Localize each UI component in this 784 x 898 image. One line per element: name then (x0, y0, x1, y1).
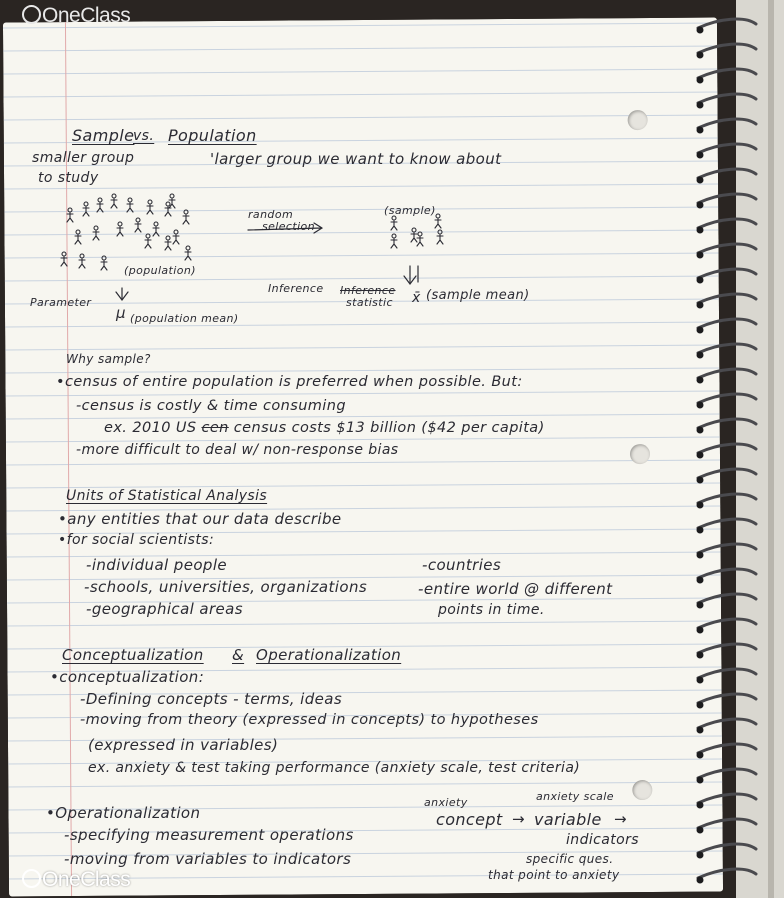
anxiety-example: ex. anxiety & test taking performance (anxiety scale, test criteria) (88, 760, 581, 776)
stick-figure (411, 228, 417, 242)
for-social-scientists: •for social scientists: (58, 532, 215, 548)
stick-figure (165, 202, 171, 216)
entire-world: -entire world @ different (418, 580, 613, 598)
conceptualization-heading: Conceptualization (62, 646, 204, 664)
random-label: random (248, 208, 294, 221)
smaller-group-line1: smaller group (32, 150, 135, 166)
random-selection-arrow (248, 223, 322, 233)
stick-figure (93, 226, 99, 240)
census-example: ex. 2010 US cen census costs $13 billion ($42 per capita) (104, 420, 545, 436)
mu-symbol: μ (116, 304, 126, 322)
points-in-time: points in time. (438, 602, 545, 618)
stick-figure (97, 198, 103, 212)
stick-figure (391, 234, 397, 248)
inference-label: Inference (268, 282, 324, 295)
population-mean-label: (population mean) (130, 312, 239, 325)
operationalization-bullet: •Operationalization (46, 804, 201, 822)
stick-figure (173, 230, 179, 244)
ampersand-heading: & (232, 646, 245, 664)
schools-organizations: -schools, universities, organizations (84, 578, 368, 596)
stick-figure (101, 256, 107, 270)
stick-figure (117, 222, 123, 236)
xbar-symbol: x̄ (412, 290, 421, 306)
arrow-concept-variable: → (512, 810, 525, 828)
anxiety-scale-label: anxiety scale (536, 790, 614, 803)
stick-figure (169, 194, 175, 208)
parameter-label: Parameter (30, 296, 92, 309)
stick-figure (417, 232, 423, 246)
stick-figure (67, 208, 73, 222)
larger-group-text: 'larger group we want to know about (210, 150, 502, 168)
concept-word: concept (436, 810, 503, 829)
stick-figure (83, 202, 89, 216)
defining-concepts: -Defining concepts - terms, ideas (80, 690, 343, 708)
title-population: Population (168, 126, 257, 145)
geographical-areas: -geographical areas (86, 600, 243, 618)
stick-figure (145, 234, 151, 248)
statistic-down-arrow (404, 266, 416, 284)
units-heading: Units of Statistical Analysis (66, 488, 268, 504)
stick-figure (153, 222, 159, 236)
parameter-down-arrow (116, 288, 128, 300)
operationalization-heading: Operationalization (256, 646, 402, 664)
stick-figure (75, 230, 81, 244)
stick-figure (435, 214, 441, 228)
sample-label: (sample) (384, 204, 436, 217)
inference-struck: Inference (340, 284, 396, 297)
stick-figure (437, 230, 443, 244)
why-sample-heading: Why sample? (66, 352, 151, 366)
countries: -countries (422, 556, 502, 574)
indicators-word: indicators (566, 832, 639, 848)
arrow-variable-indicators: → (614, 810, 627, 828)
point-to-anxiety: that point to anxiety (488, 868, 620, 882)
title-sample: Sample (72, 126, 135, 145)
census-preferred: •census of entire population is preferred when possible. But: (56, 374, 523, 390)
any-entities: •any entities that our data describe (58, 510, 342, 528)
logo-ring-icon (22, 869, 41, 888)
census-costly: -census is costly & time consuming (76, 398, 346, 414)
stick-figure (147, 200, 153, 214)
stick-figure (79, 254, 85, 268)
stick-figure (135, 218, 141, 232)
specifying-operations: -specifying measurement operations (64, 826, 354, 844)
individual-people: -individual people (86, 556, 228, 574)
moving-theory: -moving from theory (expressed in concepts) to hypotheses (80, 712, 539, 728)
selection-label: selection (262, 220, 316, 233)
oneclass-logo-bottom: OneClass (22, 868, 130, 892)
anxiety-small-label: anxiety (424, 796, 468, 809)
expressed-variables: (expressed in variables) (88, 736, 279, 754)
specific-questions: specific ques. (526, 852, 614, 866)
stick-figure (183, 210, 189, 224)
stick-figure (165, 236, 171, 250)
smaller-group-line2: to study (38, 170, 99, 186)
conceptualization-bullet: •conceptualization: (50, 668, 205, 686)
moving-to-indicators: -moving from variables to indicators (64, 850, 352, 868)
variable-word: variable (534, 810, 602, 829)
stick-figure (111, 194, 117, 208)
stick-figure (391, 216, 397, 230)
stick-figure (127, 198, 133, 212)
stick-figure (185, 246, 191, 260)
non-response-bias: -more difficult to deal w/ non-response bias (76, 442, 399, 458)
stick-figure (61, 252, 67, 266)
title-vs: vs. (133, 128, 155, 144)
oneclass-logo-top: OneClass (22, 4, 130, 28)
population-label: (population) (124, 264, 196, 277)
sample-mean-label: (sample mean) (426, 288, 530, 303)
statistic-label: statistic (346, 296, 393, 309)
